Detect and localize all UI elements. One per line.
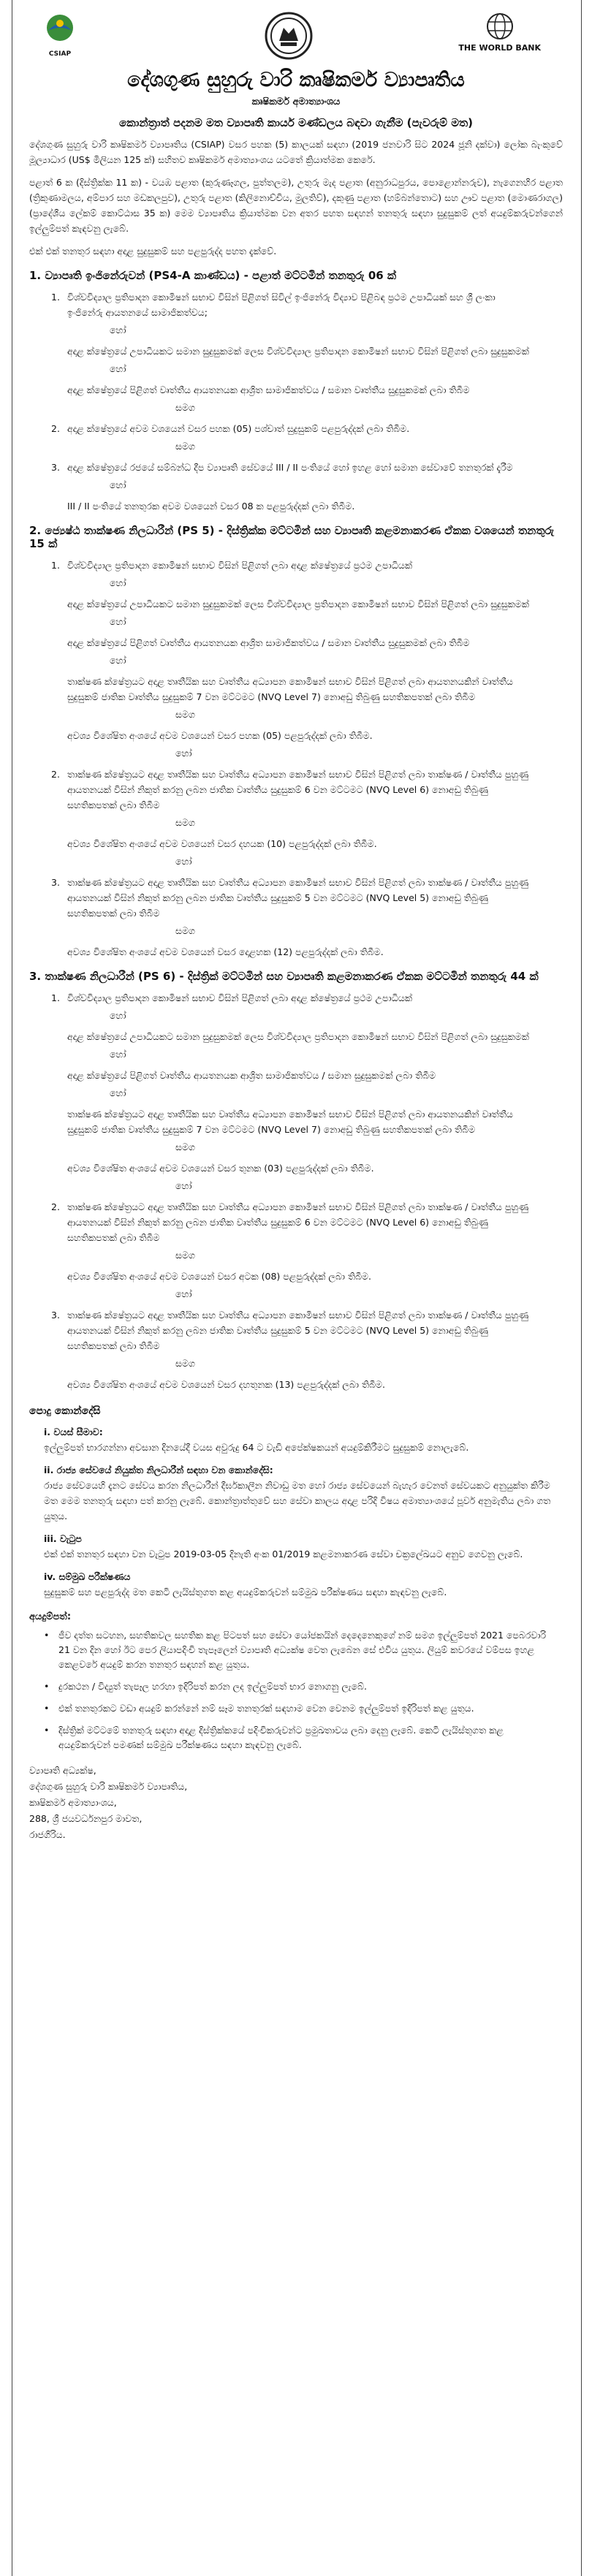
application-note	[44, 1628, 563, 1672]
ministry-name: කෘෂිකර්ම අමාත්‍යාංශය	[251, 96, 341, 107]
criterion	[51, 1269, 563, 1284]
general-condition-label: i. වයස් සීමාව:	[44, 1426, 103, 1437]
criterion	[51, 990, 563, 1006]
address-line: ව්‍යාපෘති අධ්‍යක්ෂ,	[29, 1765, 96, 1776]
or-conjunction: හෝ	[110, 655, 126, 666]
and-conjunction: සමග	[175, 1250, 195, 1261]
criterion-number	[51, 728, 67, 743]
or-conjunction: හෝ	[110, 1087, 126, 1098]
general-condition-text: සුදුසුකම් සහ පළපුරුද්ද මත කෙටි ලැයිස්තුගත කළ අයදුම්කරුවන් සම්මුඛ පරීක්ෂණය සඳහා කැඳවනු ලැබේ.	[44, 1587, 447, 1597]
criterion-number	[51, 944, 67, 960]
criterion-number	[51, 1160, 67, 1176]
or-conjunction: හෝ	[110, 577, 126, 588]
recruitment-subtitle: කොන්ත්‍රාත් පදනම මත ව්‍යාපෘති කාර්ය මණ්ඩලය බඳවා ගැනීම (පැවරුම් මත)	[118, 116, 474, 129]
criterion-text: විශ්වවිද්‍යාල ප්‍රතිපාදන කොමිෂන් සභාව විසින් පිළිගත් සිවිල් ඉංජිනේරු විද්‍යාව පිළිබඳ ප්‍රථම උපාධියක් සහ ශ්‍රී ලංකා ඉංජිනේරු ආයතනයේ සාමාජිකත්වය;	[67, 292, 496, 318]
or-conjunction: හෝ	[110, 1049, 126, 1060]
criterion-text: අවශ්‍ය විශේෂිත අංශයේ අවම වශයෙන් වසර අටක (08) පළපුරුද්දක් ලබා තිබීම.	[67, 1271, 372, 1282]
criterion-text: විශ්වවිද්‍යාල ප්‍රතිපාදන කොමිෂන් සභාව විසින් පිළිගත් ලබා අදාළ ක්ෂේත්‍රයේ ප්‍රථම උපාධියක්	[67, 560, 413, 571]
project-title: දේශගුණ සුහුරු වාරි කෘෂිකර්ම ව්‍යාපෘතිය	[127, 69, 465, 91]
and-conjunction: සමග	[175, 441, 195, 452]
bullet-icon: •	[44, 1630, 50, 1641]
globe-icon	[485, 12, 515, 41]
csiap-logo-text: CSIAP	[48, 50, 72, 58]
or-conjunction: හෝ	[175, 1288, 192, 1299]
alternative-qualification: අදාළ ක්ෂේත්‍රයේ උපාධියකට සමාන සුදුසුකමක් ලෙස විශ්වවිද්‍යාල ප්‍රතිපාදන කොමිෂන් සභාව විසින් පිළිගත් ලබා සුදුසුකමක්	[67, 599, 529, 609]
general-condition-text: එක් එක් තනතුර සඳහා වන වැටුප 2019-03-05 දිනැති අංක 01/2019 කළමනාකරණ සේවා චක්‍රලේඛයට අනුව ගෙවනු ලැබේ.	[44, 1549, 523, 1559]
general-condition	[44, 1569, 563, 1600]
application-note-text: ජීව දත්ත සටහන, සහතිකවල සහතික කළ පිටපත් සහ සේවා යෝජකයින් දෙදෙනෙකුගේ නම් සමග ඉල්ලුම්පත් 2021 පෙබරවාරි 21 වන දින හෝ ඊට පෙර ලියාපදිංචි තැපෑලෙන් ව්‍යාපෘති අධ්‍යක්ෂ වෙත ලැබෙන සේ එවිය යුතුය. ලියුම් කවරයේ වම්පස ඉහළ කෙළවරේ අයදුම් කරන තනතුර සඳහන් කළ යුතුය.	[58, 1630, 547, 1670]
address-line: 288, ශ්‍රී ජයවර්ධනපුර මාවත,	[29, 1813, 143, 1824]
criterion	[51, 875, 563, 921]
position-section	[29, 970, 563, 1392]
criterion-text: තාක්ෂණ ක්ෂේත්‍රයට අදාළ තෘතීයික සහ වෘත්තීය අධ්‍යාපන කොමිෂන් සභාව විසින් පිළිගත් ලබා තාක්ෂණ / වෘත්තීය පුහුණු ආයතනයක් විසින් නිකුත් කරනු ලබන ජාතික වෘත්තීය සුදුසුකම් 5 වන මට්ටමට (NVQ Level 5) නොඅඩු තිබුණු සහතිකපතක් ලබා තිබීම	[67, 1310, 529, 1351]
criterion-number: 3.	[51, 877, 60, 888]
criterion-text: අවශ්‍ය විශේෂිත අංශයේ අවම වශයෙන් වසර දහතුනක (13) පළපුරුද්දක් ලබා තිබීම.	[67, 1379, 386, 1390]
alternative-qualification: අදාළ ක්ෂේත්‍රයේ පිළිගත් වෘත්තීය ආයතනයක ආශ්‍රිත සාමාජිකත්වය / සමාන වෘත්තීය සුදුසුකමක් ලබා තිබීම	[67, 637, 470, 648]
position-heading: 3. තාක්ෂණ නිලධාරීන් (PS 6) - දිස්ත්‍රික් මට්ටමින් සහ ව්‍යාපෘති කළමනාකරණ ඒකක මට්ටමින් තනතුරු 44 ක්	[29, 970, 539, 983]
alternative-qualification: අදාළ ක්ෂේත්‍රයේ පිළිගත් වෘත්තීය ආයතනයක ආශ්‍රිත සාමාජිකත්වය / සමාන සුදුසුකමක් ලබා තිබීම	[67, 1070, 436, 1081]
criterion-text: තාක්ෂණ ක්ෂේත්‍රයට අදාළ තෘතීයික සහ වෘත්තීය අධ්‍යාපන කොමිෂන් සභාව විසින් පිළිගත් ලබා තාක්ෂණ / වෘත්තීය පුහුණු ආයතනයක් විසින් නිකුත් කරනු ලබන ජාතික වෘත්තීය සුදුසුකම් 5 වන මට්ටමට (NVQ Level 5) නොඅඩු තිබුණු සහතිකපතක් ලබා තිබීම	[67, 877, 529, 919]
criterion-number	[51, 836, 67, 851]
application-note-text: එක් තනතුරකට වඩා අයදුම් කරන්නේ නම් සෑම තනතුරක් සඳහාම වෙන වෙනම ඉල්ලුම්පත් ඉදිරිපත් කළ යුතුය.	[58, 1703, 474, 1714]
sri-lanka-emblem	[263, 12, 314, 62]
criterion-text: අවශ්‍ය විශේෂිත අංශයේ අවම වශයෙන් වසර පහක (05) පළපුරුද්දක් ලබා තිබීම.	[67, 730, 373, 741]
criterion	[51, 836, 563, 851]
criterion-text: අදාළ ක්ෂේත්‍රයේ රජයේ සම්බන්ධ දීප ව්‍යාපෘති සේවයේ III / II පංතියේ හෝ ඉහළ හෝ සමාන සේවාවේ තනතුරක් දැරීම	[67, 462, 513, 473]
criterion-number: 1.	[51, 992, 60, 1003]
or-conjunction: හෝ	[175, 748, 192, 759]
general-condition	[44, 1531, 563, 1562]
criterion	[51, 1160, 563, 1176]
application-notes	[29, 1628, 563, 1752]
position-heading: 2. ජ්‍යෙෂ්ඨ තාක්ෂණ නිලධාරීන් (PS 5) - දිස්ත්‍රික්ක මට්ටමින් සහ ව්‍යාපෘති කළමනාකරණ ඒකක වශයෙන් තනතුරු 15 ක්	[29, 524, 555, 550]
criterion	[51, 460, 563, 475]
criterion-text: අදාළ ක්ෂේත්‍රයේ අවම වශයෙන් වසර පහක (05) පශ්චාත් සුදුසුකම් පළපුරුද්දක් ලබා තිබීම.	[67, 423, 410, 434]
intro-paragraph: පළාත් 6 ක (දිස්ත්‍රික්ක 11 ක) - වයඹ පළාත (කුරුණෑගල, පුත්තලම), උතුරු මැද පළාත (අනුරාධපුරය, පොළොන්නරුව), නැගෙනහිර පළාත (ත්‍රිකුණාමලය, අම්පාර සහ මඩකලපුව), උතුරු පළාත (කිලිනොච්චිය, මුලතිව්), දකුණු පළාත (හම්බන්තොට) සහ ඌව පළාත (මොණරාගල) (ප්‍රාදේශීය ලේකම් කොට්ඨාස 35 ක) මෙම ව්‍යාපෘතිය ක්‍රියාත්මක වන අතර පහත සඳහන් තනතුරු සඳහා සුදුසුකම් ලත් අයදුම්කරුවන්ගෙන් ඉල්ලුම්පත් කැඳවනු ලැබේ.	[29, 177, 563, 234]
world-bank-logo-text: THE WORLD BANK	[458, 43, 541, 53]
intro-paragraphs	[29, 137, 563, 259]
and-conjunction: සමග	[175, 709, 195, 720]
address-line: රාජගිරිය.	[29, 1829, 66, 1840]
criterion	[51, 944, 563, 960]
criterion	[51, 1307, 563, 1353]
general-condition-text: රාජ්‍ය සේවයෙහි දැනට සේවය කරන නිලධාරීන් දීර්ඝකාලීන නිවාඩු මත හෝ රාජ්‍ය සේවයෙන් බැහැර වෙනත් සේවයකට අනුයුක්ත කිරීම මත මෙම තනතුරු සඳහා පත් කරනු ලැබේ. කොන්ත්‍රාත්තුවේ සහ සේවා කාලය අදාළ පරිදි විෂය අමාත්‍යාංශයේ පූර්ව අනුමැතිය ලබා ගත යුතුය.	[44, 1480, 551, 1521]
alternative-qualification: අදාළ ක්ෂේත්‍රයේ උපාධියකට සමාන සුදුසුකමක් ලෙස විශ්වවිද්‍යාල ප්‍රතිපාදන කොමිෂන් සභාව විසින් පිළිගත් ලබා සුදුසුකමක්	[67, 1031, 529, 1042]
criterion-number: 1.	[51, 560, 60, 571]
application-note-text: දිස්ත්‍රික් මට්ටමේ තනතුරු සඳහා අදාළ දිස්ත්‍රික්කයේ පදිංචිකරුවන්ට ප්‍රමුඛතාවය ලබා දෙනු ලැබේ. කෙටි ලැයිස්තුගත කළ අයදුම්කරුවන් පමණක් සම්මුඛ පරීක්ෂණය සඳහා කැඳවනු ලැබේ.	[58, 1725, 504, 1750]
and-conjunction: සමග	[175, 817, 195, 828]
or-conjunction: හෝ	[110, 363, 126, 374]
general-condition-label: ii. රාජ්‍ය සේවයේ නියුක්ත නිලධාරීන් සඳහා වන කොන්දේසි:	[44, 1464, 273, 1475]
government-emblem-icon	[263, 12, 314, 60]
criterion-number: 2.	[51, 1201, 60, 1212]
criterion-text: අවශ්‍ය විශේෂිත අංශයේ අවම වශයෙන් වසර දොළහක (12) පළපුරුද්දක් ලබා තිබීම.	[67, 946, 384, 957]
and-conjunction: සමග	[175, 402, 195, 413]
logo-row	[29, 12, 563, 63]
application-note	[44, 1723, 563, 1752]
criterion-text: විශ්වවිද්‍යාල ප්‍රතිපාදන කොමිෂන් සභාව විසින් පිළිගත් ලබා අදාළ ක්ෂේත්‍රයේ ප්‍රථම උපාධියක්	[67, 992, 413, 1003]
criterion	[51, 728, 563, 743]
criterion-number: 2.	[51, 423, 60, 434]
world-bank-logo	[458, 12, 541, 53]
intro-paragraph: දේශගුණ සුහුරු වාරි කෘෂිකර්ම ව්‍යාපෘතිය (CSIAP) වසර පහක (5) කාලයක් සඳහා (2019 ජනවාරි සිට 2024 ජූනි දක්වා) ලෝක බැංකුවේ මූල්‍යාධාර (US$ මිලියන 125 ක්) සහිතව කෘෂිකර්ම අමාත්‍යාංශය යටතේ ක්‍රියාත්මක කෙරේ.	[29, 139, 563, 165]
alternative-qualification: තාක්ෂණ ක්ෂේත්‍රයට අදාළ තෘතීයික සහ වෘත්තීය අධ්‍යාපන කොමිෂන් සභාව විසින් පිළිගත් ලබා ආයතනයකින් වෘත්තීය සුදුසුකම් ජාතික වෘත්තීය සුදුසුකම් 7 වන මට්ටමට (NVQ Level 7) නොඅඩු තිබුණු සහතිකපතක් ලබා තිබීම	[67, 1109, 513, 1135]
criterion-text: අවශ්‍ය විශේෂිත අංශයේ අවම වශයෙන් වසර තුනක (03) පළපුරුද්දක් ලබා තිබීම.	[67, 1163, 374, 1174]
criterion-number: 3.	[51, 462, 60, 473]
criterion	[51, 421, 563, 436]
position-heading: 1. ව්‍යාපෘති ඉංජිනේරුවන් (PS4-A කාණ්ඩය) - පළාත් මට්ටමින් තනතුරු 06 ක්	[29, 269, 397, 282]
address-line: කෘෂිකර්ම අමාත්‍යාංශය,	[29, 1797, 117, 1808]
csiap-logo	[37, 12, 83, 58]
or-conjunction: හෝ	[110, 1010, 126, 1021]
criterion-text: අවශ්‍ය විශේෂිත අංශයේ අවම වශයෙන් වසර දහයක (10) පළපුරුද්දක් ලබා තිබීම.	[67, 838, 377, 849]
bullet-icon: •	[44, 1703, 50, 1714]
intro-paragraph: එක් එක් තනතුර සඳහා අදාළ සුදුසුකම් සහ පළපුරුද්ද පහත දැක්වේ.	[29, 246, 277, 257]
position-sections	[29, 269, 563, 1392]
general-conditions	[29, 1424, 563, 1600]
application-note	[44, 1701, 563, 1716]
alternative-qualification: අදාළ ක්ෂේත්‍රයේ පිළිගත් වෘත්තීය ආයතනයක ආශ්‍රිත සාමාජිකත්වය / සමාන වෘත්තීය සුදුසුකමක් ලබා තිබීම	[67, 384, 470, 395]
criterion	[51, 558, 563, 573]
criterion-text: තාක්ෂණ ක්ෂේත්‍රයට අදාළ තෘතීයික සහ වෘත්තීය අධ්‍යාපන කොමිෂන් සභාව විසින් පිළිගත් ලබා තාක්ෂණ / වෘත්තීය පුහුණු ආයතනයක් විසින් නිකුත් කරනු ලබන ජාතික වෘත්තීය සුදුසුකම් 6 වන මට්ටමට (NVQ Level 6) නොඅඩු තිබුණු සහතිකපතක් ලබා තිබීම	[67, 1201, 529, 1243]
bullet-icon: •	[44, 1681, 50, 1692]
postal-address	[29, 1763, 563, 1843]
criterion-number: 3.	[51, 1310, 60, 1321]
and-conjunction: සමග	[175, 1358, 195, 1369]
or-conjunction: හෝ	[110, 324, 126, 335]
general-condition-label: iii. වැටුප	[44, 1533, 82, 1544]
general-conditions-heading: පොදු කොන්දේසි	[29, 1405, 101, 1417]
address-line: දේශගුණ සුහුරු වාරි කෘෂිකර්ම ව්‍යාපෘතිය,	[29, 1781, 188, 1792]
position-section	[29, 524, 563, 960]
application-note	[44, 1679, 563, 1694]
position-section	[29, 269, 563, 514]
criterion	[51, 767, 563, 813]
criterion-number: 1.	[51, 292, 60, 303]
general-condition	[44, 1424, 563, 1455]
alternative-qualification: III / II පංතියේ තනතුරක අවම වශයෙන් වසර 08 ක පළපුරුද්දක් ලබා තිබීම.	[67, 501, 355, 512]
or-conjunction: හෝ	[110, 479, 126, 490]
alternative-qualification: තාක්ෂණ ක්ෂේත්‍රයට අදාළ තෘතීයික සහ වෘත්තීය අධ්‍යාපන කොමිෂන් සභාව විසින් පිළිගත් ලබා ආයතනයකින් වෘත්තීය සුදුසුකම් ජාතික වෘත්තීය සුදුසුකම් 7 වන මට්ටමට (NVQ Level 7) නොඅඩු තිබුණු සහතිකපතක් ලබා තිබීම	[67, 676, 513, 702]
criterion	[51, 1199, 563, 1245]
or-conjunction: හෝ	[175, 856, 192, 867]
criterion-number	[51, 1269, 67, 1284]
or-conjunction: හෝ	[110, 616, 126, 627]
criterion	[51, 1377, 563, 1392]
csiap-emblem-icon	[37, 12, 83, 50]
application-note-text: දුරකථන / විද්‍යුත් තැපෑල හරහා ඉදිරිපත් කරන ලද ඉල්ලුම්පත් භාර නොගනු ලැබේ.	[58, 1681, 367, 1692]
alternative-qualification: අදාළ ක්ෂේත්‍රයේ උපාධියකට සමාන සුදුසුකමක් ලෙස විශ්වවිද්‍යාල ප්‍රතිපාදන කොමිෂන් සභාව විසින් පිළිගත් ලබා සුදුසුකමක්	[67, 346, 529, 357]
advertisement-page	[22, 7, 570, 2569]
general-condition-text: ඉල්ලුම්පත් භාරගන්නා අවසාන දිනයේදී වයස අවුරුදු 64 ට වැඩි අපේක්ෂකයන් අයදුම්කිරීමට සුදුසුකම් නොලැබේ.	[44, 1442, 469, 1453]
criterion	[51, 289, 563, 320]
criterion-text: තාක්ෂණ ක්ෂේත්‍රයට අදාළ තෘතීයික සහ වෘත්තීය අධ්‍යාපන කොමිෂන් සභාව විසින් පිළිගත් ලබා තාක්ෂණ / වෘත්තීය පුහුණු ආයතනයක් විසින් නිකුත් කරනු ලබන ජාතික වෘත්තීය සුදුසුකම් 6 වන මට්ටමට (NVQ Level 6) නොඅඩු තිබුණු සහතිකපතක් ලබා තිබීම	[67, 769, 529, 810]
general-condition	[44, 1462, 563, 1524]
or-conjunction: හෝ	[175, 1180, 192, 1191]
criterion-number: 2.	[51, 769, 60, 780]
bullet-icon: •	[44, 1725, 50, 1736]
general-condition-label: iv. සම්මුඛ පරීක්ෂණය	[44, 1571, 131, 1582]
application-notes-heading: අයදුම්පත්:	[29, 1611, 72, 1622]
criterion-number	[51, 1377, 67, 1392]
and-conjunction: සමග	[175, 925, 195, 936]
and-conjunction: සමග	[175, 1141, 195, 1152]
